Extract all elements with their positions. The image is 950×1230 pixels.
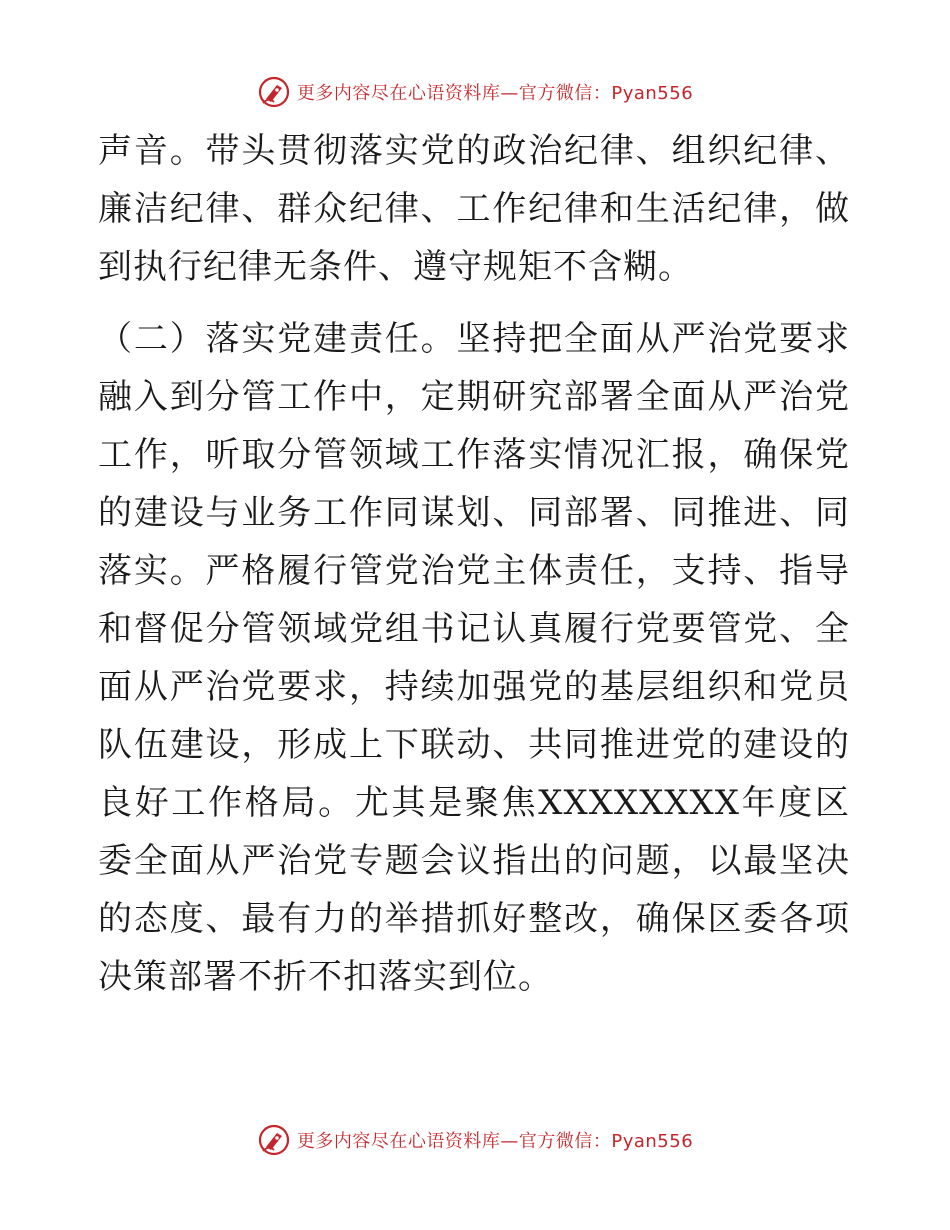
header-banner: [0, 72, 950, 112]
pen-nib-logo-icon: [257, 75, 291, 109]
pen-nib-logo-icon: [257, 1123, 291, 1157]
footer-banner: [0, 1120, 950, 1160]
footer-banner-text: 更多内容尽在心语资料库—官方微信：Pyan556: [296, 1131, 694, 1152]
document-body: [98, 122, 850, 1006]
paragraph-1: 声音。带头贯彻落实党的政治纪律、组织纪律、廉洁纪律、群众纪律、工作纪律和生活纪律，做到执行纪律无条件、遵守规矩不含糊。: [98, 131, 850, 287]
header-banner-text: 更多内容尽在心语资料库—官方微信：Pyan556: [296, 83, 694, 104]
paragraph-2: （二）落实党建责任。坚持把全面从严治党要求融入到分管工作中，定期研究部署全面从严治党工作，听取分管领域工作落实情况汇报，确保党的建设与业务工作同谋划、同部署、同推进、同落实。严格履行管党治党主体责任，支持、指导和督促分管领域党组书记认真履行党要管党、全面从严治党要求，持续加强党的基层组织和党员队伍建设，形成上下联动、共同推进党的建设的良好工作格局。尤其是聚焦XXXXXXXX年度区委全面从严治党专题会议指出的问题，以最坚决的态度、最有力的举措抓好整改，确保区委各项决策部署不折不扣落实到位。: [98, 319, 850, 997]
